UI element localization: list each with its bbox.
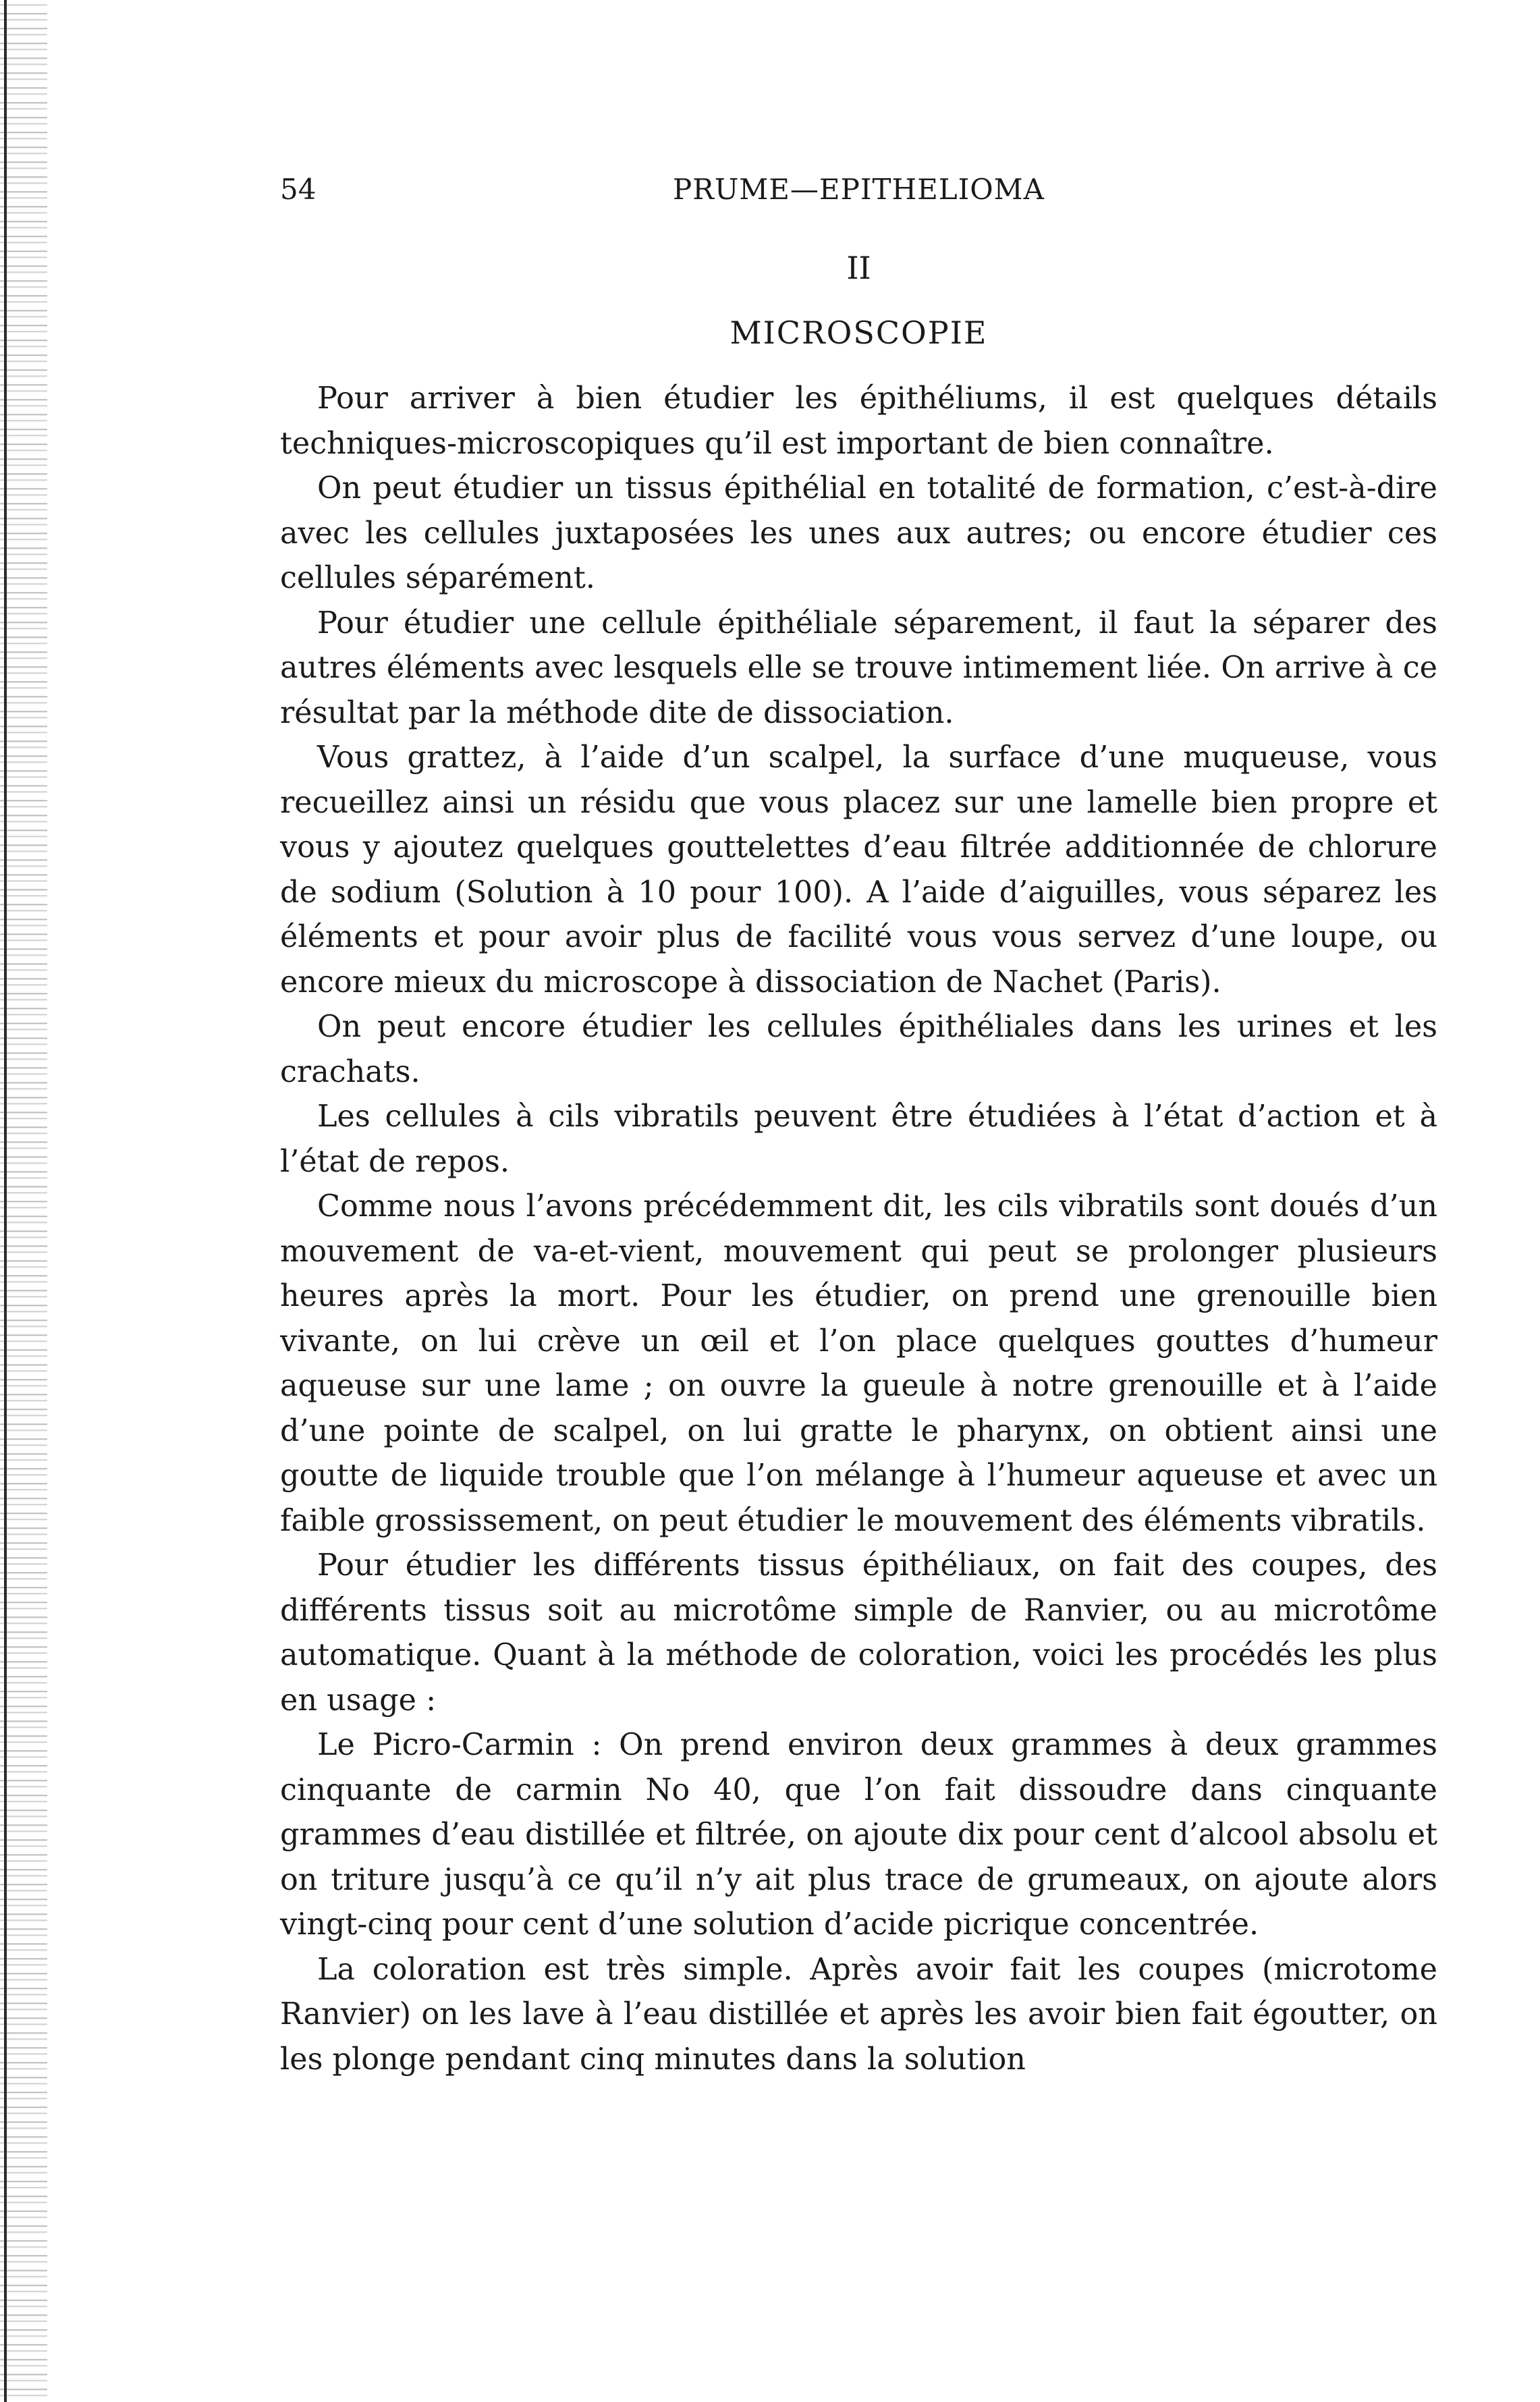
- chapter-number: II: [846, 250, 871, 286]
- page-number: 54: [280, 173, 317, 206]
- running-title: PRUME—EPITHELIOMA: [672, 173, 1045, 206]
- paragraph-7: Comme nous l’avons précédemment dit, les cils vibratils sont doués d’un mouvement de va-et-vient, mouvement qui peut se prolonger plusieurs heures après la mort. Pour les étudier, on prend une grenouille bien vivante, on lui crève un œil et l’on place quelques gouttes d’humeur aqueuse sur une lame ; on ouvre la gueule à notre grenouille et à l’aide d’une pointe de scalpel, on lui gratte le pharynx, on obtient ainsi une goutte de liquide trouble que l’on mélange à l’humeur aqueuse et avec un faible grossissement, on peut étudier le mouvement des éléments vibratils.: [280, 1189, 1437, 1538]
- paragraph-3: Pour étudier une cellule épithéliale séparement, il faut la séparer des autres éléments avec lesquels elle se trouve intimement liée. On arrive à ce résultat par la méthode dite de dissociation.: [280, 605, 1437, 730]
- scan-edge-line: [4, 0, 7, 2402]
- paragraph-9: Le Picro-Carmin : On prend environ deux grammes à deux grammes cinquante de carmin No 40, que l’on fait dissoudre dans cinquante grammes d’eau distillée et filtrée, on ajoute dix pour cent d’alcool absolu et on triture jusqu’à ce qu’il n’y ait plus trace de grumeaux, on ajoute alors vingt-cinq pour cent d’une solution d’acide picrique concentrée.: [280, 1728, 1437, 1942]
- paragraph-5: On peut encore étudier les cellules épithéliales dans les urines et les crachats.: [280, 1010, 1437, 1089]
- paragraph-10: La coloration est très simple. Après avoir fait les coupes (microtome Ranvier) on les lave à l’eau distillée et après les avoir bien fait égoutter, on les plonge pendant cinq minutes dans la solution: [280, 1952, 1437, 2077]
- chapter-title: MICROSCOPIE: [730, 315, 988, 351]
- paragraph-4: Vous grattez, à l’aide d’un scalpel, la surface d’une muqueuse, vous recueillez ainsi un résidu que vous placez sur une lamelle bien propre et vous y ajoutez quelques gouttelettes d’eau filtrée additionnée de chlorure de sodium (Solution à 10 pour 100). A l’aide d’aiguilles, vous séparez les éléments et pour avoir plus de facilité vous vous servez d’une loupe, ou encore mieux du microscope à dissociation de Nachet (Paris).: [280, 740, 1437, 1000]
- scan-edge-shadow: [0, 0, 47, 2402]
- paragraph-2: On peut étudier un tissus épithélial en totalité de formation, c’est-à-dire avec les cellules juxtaposées les unes aux autres; ou encore étudier ces cellules séparément.: [280, 471, 1437, 595]
- book-page: [280, 169, 1437, 2082]
- paragraph-8: Pour étudier les différents tissus épithéliaux, on fait des coupes, des différents tissus soit au microtôme simple de Ranvier, ou au microtôme automatique. Quant à la méthode de coloration, voici les procédés les plus en usage :: [280, 1548, 1437, 1718]
- paragraph-6: Les cellules à cils vibratils peuvent être étudiées à l’état d’action et à l’état de repos.: [280, 1099, 1437, 1179]
- running-head: [280, 169, 1437, 216]
- body-text: [280, 377, 1437, 2082]
- paragraph-1: Pour arriver à bien étudier les épithéliums, il est quelques détails techniques-microscopiques qu’il est important de bien connaître.: [280, 381, 1437, 461]
